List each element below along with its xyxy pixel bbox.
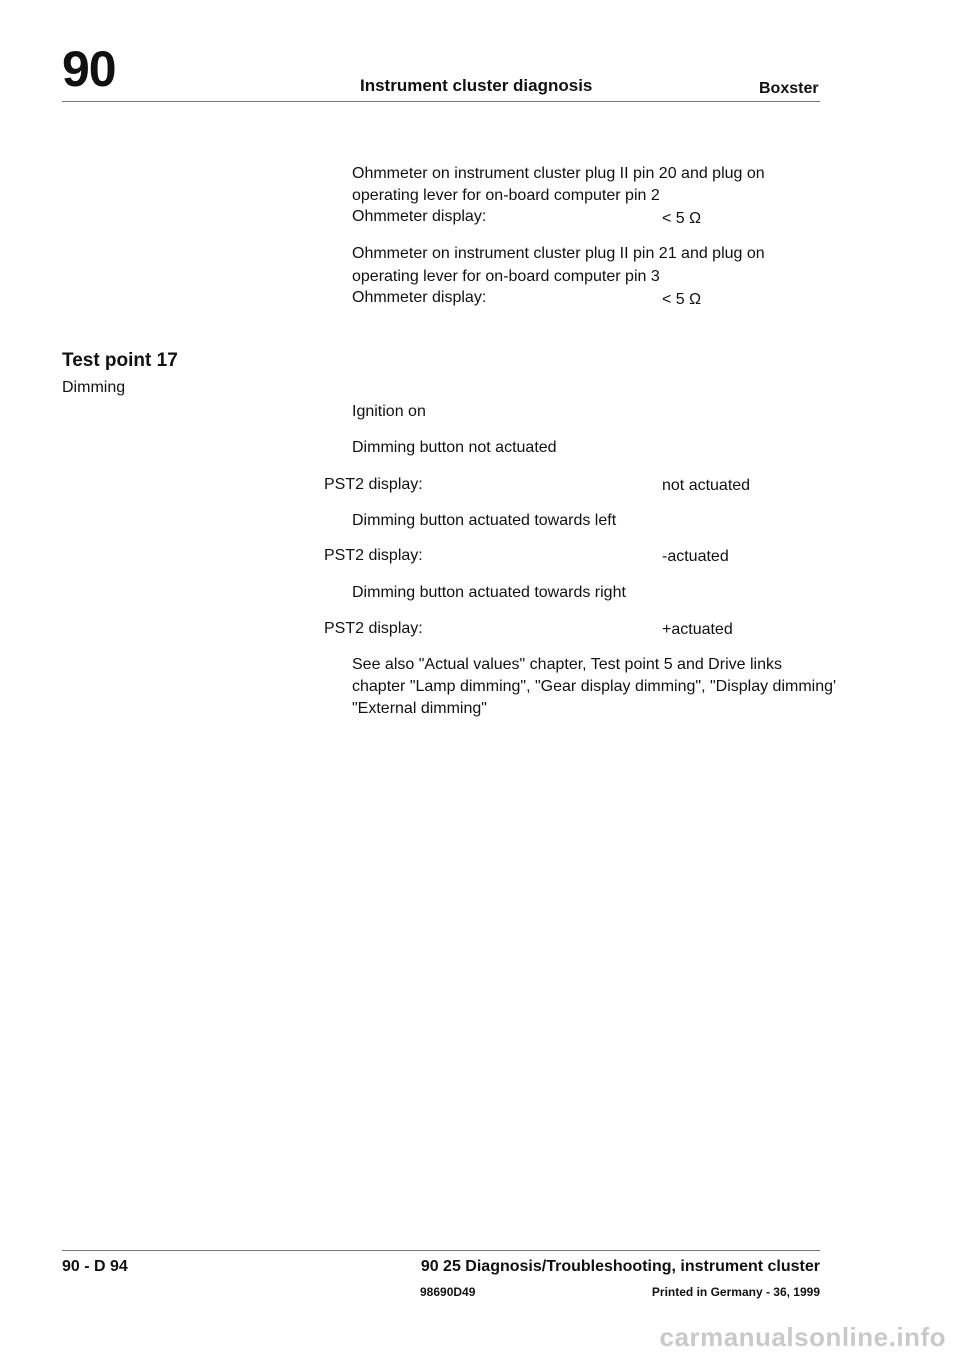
- pst2-label-1: PST2 display:: [324, 476, 423, 493]
- block1-line1: Ohmmeter on instrument cluster plug II pin 20 and plug on: [352, 165, 765, 182]
- page-header-model: Boxster: [759, 80, 819, 97]
- footer-rule: [62, 1250, 820, 1251]
- block1-display-label: Ohmmeter display:: [352, 208, 487, 225]
- block1-display-value: < 5 Ω: [662, 210, 702, 227]
- step-left: Dimming button actuated towards left: [352, 512, 617, 529]
- see-also-line2: chapter "Lamp dimming", "Gear display dimming", "Display dimming': [352, 678, 837, 695]
- pst2-label-3: PST2 display:: [324, 620, 423, 637]
- block2-line1: Ohmmeter on instrument cluster plug II pin 21 and plug on: [352, 245, 765, 262]
- test-point-subtitle: Dimming: [62, 379, 126, 396]
- test-point-title: Test point 17: [62, 350, 178, 371]
- see-also-line1: See also "Actual values" chapter, Test point 5 and Drive links: [352, 656, 782, 673]
- page-header-title: Instrument cluster diagnosis: [360, 76, 593, 95]
- step-not-actuated: Dimming button not actuated: [352, 439, 557, 456]
- step-ignition: Ignition on: [352, 403, 426, 420]
- block1-line2: operating lever for on-board computer pin 2: [352, 187, 660, 204]
- step-right: Dimming button actuated towards right: [352, 584, 626, 601]
- pst2-value-1: not actuated: [662, 477, 751, 494]
- chapter-number: 90: [62, 41, 116, 97]
- footer-title: 90 25 Diagnosis/Troubleshooting, instrument cluster: [420, 1258, 820, 1275]
- pst2-value-3: +actuated: [662, 621, 733, 638]
- page-number: 90 - D 94: [62, 1258, 128, 1275]
- header-rule: [62, 101, 820, 102]
- block2-display-value: < 5 Ω: [662, 291, 702, 308]
- print-info: Printed in Germany - 36, 1999: [651, 1285, 820, 1299]
- document-code: 98690D49: [420, 1285, 476, 1299]
- see-also-line3: "External dimming": [352, 700, 487, 717]
- pst2-value-2: -actuated: [662, 548, 729, 565]
- block2-display-label: Ohmmeter display:: [352, 289, 487, 306]
- block2-line2: operating lever for on-board computer pin 3: [352, 268, 660, 285]
- watermark: carmanualsonline.info: [659, 1322, 946, 1352]
- pst2-label-2: PST2 display:: [324, 547, 423, 564]
